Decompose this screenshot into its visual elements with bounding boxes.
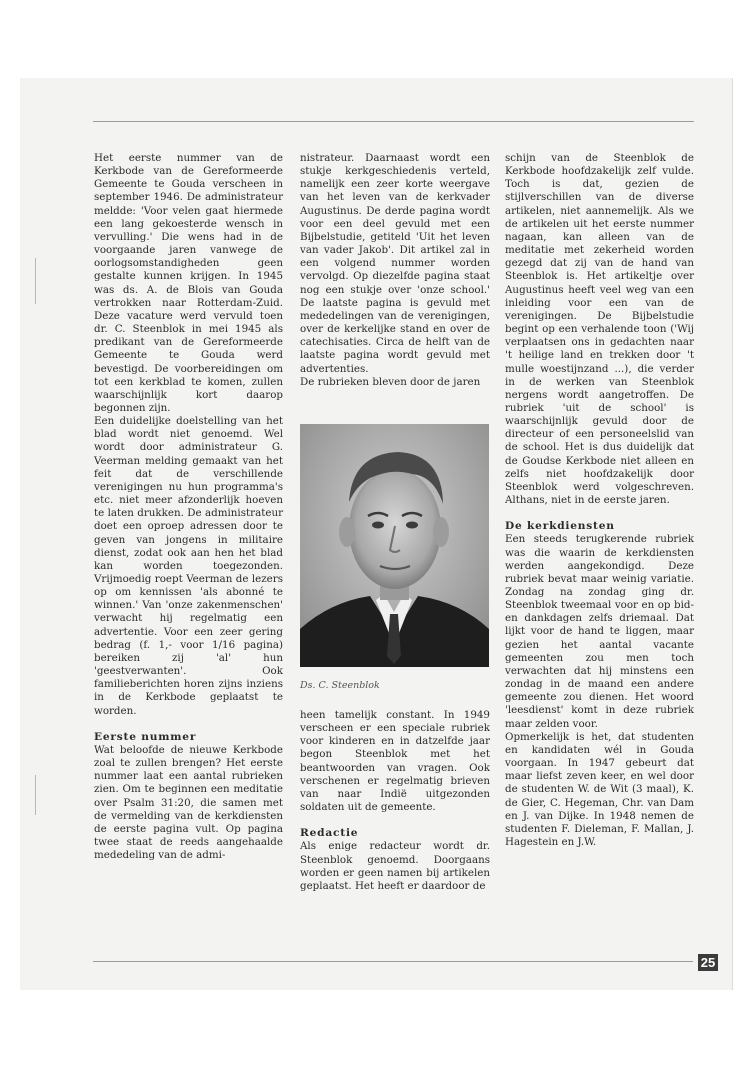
photo-caption: Ds. C. Steenblok bbox=[300, 680, 380, 691]
paragraph: nistrateur. Daarnaast wordt een stukje kerkgeschiedenis verteld, namelijk een zeer korte weergave van het leven van de kerkvader Augustinus. De derde pagina wordt voor een deel gevuld met een Bijbelstudie, getiteld 'Uit het leven van vader Jakob'. Dit artikel zal in een volgend nummer worden vervolgd. Op diezelfde pagina staat nog een stukje over 'onze school.' De laatste pagina is gevuld met mededelingen van de verenigingen, over de kerkelijke stand en over de catechisaties. Circa de helft van de laatste pagina wordt gevuld met advertenties. bbox=[300, 152, 490, 375]
paragraph: Het eerste nummer van de Kerkbode van de Gereformeerde Gemeente te Gouda verscheen in september 1946. De administrateur meldde: 'Voor velen gaat hiermede een lang gekoesterde wensch in vervulling.' Die wens had in de voorgaande jaren vanwege de oorlogsomstandigheden geen gestalte kunnen krijgen. In 1945 was ds. A. de Blois van Gouda vertrokken naar Rotterdam-Zuid. Deze vacature werd vervuld toen dr. C. Steenblok in mei 1945 als predikant van de Gereformeerde Gemeente te Gouda werd bevestigd. De voorbereidingen om tot een kerkblad te komen, zullen waarschijnlijk kort daarop begonnen zijn. bbox=[94, 152, 283, 414]
paragraph: Wat beloofde de nieuwe Kerkbode zoal te zullen brengen? Het eerste nummer laat een aantal rubrieken zien. Om te beginnen een meditatie over Psalm 31:20, die samen met de vermelding van de kerkdiensten de eerste pagina vult. Op pagina twee staat de reeds aangehaalde mededeling van de admi- bbox=[94, 743, 283, 862]
text-column-2 bbox=[300, 152, 490, 389]
text-column-1 bbox=[94, 152, 283, 862]
paragraph: De rubrieken bleven door de jaren bbox=[300, 375, 481, 388]
margin-mark bbox=[35, 775, 40, 815]
paragraph: heen tamelijk constant. In 1949 verscheen er een speciale rubriek voor kinderen en in datzelfde jaar begon Steenblok met het beantwoorden van vragen. Ook verschenen er regelmatig brieven van naar Indië uitgezonden soldaten uit de gemeente. bbox=[300, 709, 490, 814]
margin-mark bbox=[35, 258, 40, 304]
portrait-photo bbox=[300, 424, 489, 667]
paragraph: Een steeds terugkerende rubriek was die waarin de kerkdiensten werden aangekondigd. Deze rubriek bevat maar weinig variatie. Zondag na zondag ging dr. Steenblok tweemaal voor en op bid- en dankdagen zelfs driemaal. Dat lijkt voor de hand te liggen, maar gezien het aantal vacante gemeenten zou men toch verwachten dat hij minstens een zondag in de maand een andere gemeente zou dienen. Het woord 'leesdienst' komt in deze rubriek maar zelden voor. bbox=[505, 533, 694, 730]
top-rule bbox=[93, 121, 694, 122]
text-column-2-continued bbox=[300, 709, 490, 893]
section-heading-de-kerkdiensten: De kerkdiensten bbox=[505, 520, 615, 533]
bottom-rule bbox=[93, 961, 693, 962]
paragraph: Als enige redacteur wordt dr. Steenblok genoemd. Doorgaans worden er geen namen bij artikelen geplaatst. Het heeft er daardoor de bbox=[300, 840, 490, 892]
text-column-3 bbox=[505, 152, 694, 849]
paragraph: schijn van de Steenblok de Kerkbode hoofdzakelijk zelf vulde. Toch is dat, gezien de stijlverschillen van de diverse artikelen, niet aannemelijk. Als we de artikelen uit het eerste nummer nagaan, kan alleen van de meditatie met zekerheid worden gezegd dat zij van de hand van Steenblok is. Het artikeltje over Augustinus heeft veel weg van een inleiding voor een van de verenigingen. De Bijbelstudie begint op een verhalende toon ('Wij verplaatsen ons in gedachten naar 't heilige land en trekken door 't mulle woestijnzand ...), die verder in de werken van Steenblok nergens wordt aangetroffen. De rubriek 'uit de school' is waarschijnlijk gevuld door de directeur of een personeelslid van de school. Het is dus duidelijk dat de Goudse Kerkbode niet alleen en zelfs niet hoofdzakelijk door Steenblok werd volgeschreven. Althans, niet in de eerste jaren. bbox=[505, 152, 694, 507]
paragraph: Een duidelijke doelstelling van het blad wordt niet genoemd. Wel wordt door administrateur G. Veerman melding gemaakt van het feit dat de verschillende verenigingen nu hun programma's etc. niet meer afzonderlijk hoeven te laten drukken. De administrateur doet een oproep adressen door te geven van jongens in militaire dienst, zodat ook aan hen het blad kan worden toegezonden. Vrijmoedig roept Veerman de lezers op om kennissen 'als abonné te winnen.' Van 'onze zakenmenschen' verwacht hij regelmatig een advertentie. Voor een zeer gering bedrag (f. 1,- voor 1/16 pagina) bereiken zij 'al' hun 'geestverwanten'. Ook familieberichten horen zijns inziens in de Kerkbode geplaatst te worden. bbox=[94, 415, 283, 717]
paragraph: Opmerkelijk is het, dat studenten en kandidaten wél in Gouda voorgaan. In 1947 gebeurt dat maar liefst zeven keer, en wel door de studenten W. de Wit (3 maal), K. de Gier, C. Hegeman, Chr. van Dam en J. van Dijke. In 1948 nemen de studenten F. Dieleman, F. Mallan, J. Hagestein en J.W. bbox=[505, 730, 694, 848]
page-number: 25 bbox=[698, 954, 718, 971]
section-heading-eerste-nummer: Eerste nummer bbox=[94, 730, 197, 743]
section-heading-redactie: Redactie bbox=[300, 827, 359, 840]
